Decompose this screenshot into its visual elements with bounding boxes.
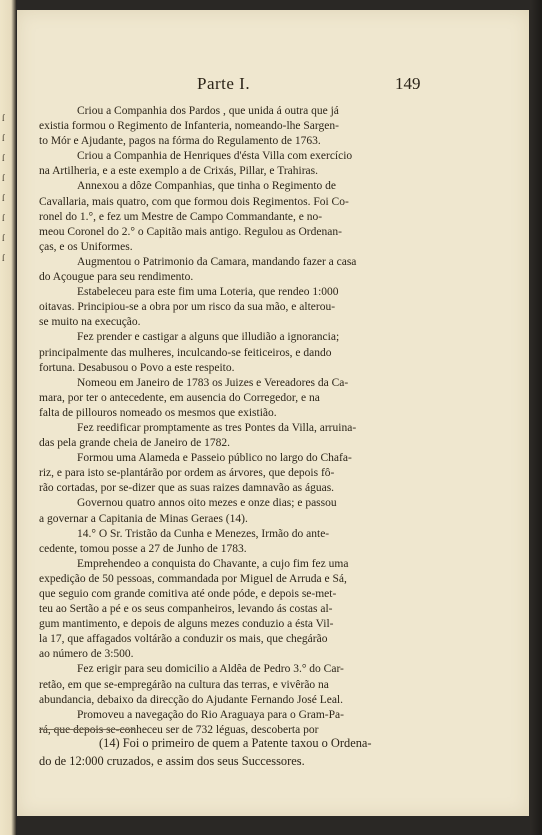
text-line: abundancia, debaixo da direcção do Ajudante Fernando José Leal. — [39, 693, 343, 706]
footnote-line: do de 12:000 cruzados, e assim dos seus Successores. — [39, 753, 305, 768]
text-line: mara, por ter o antecedente, em ausencia do Corregedor, e na — [39, 391, 320, 404]
text-line: Nomeou em Janeiro de 1783 os Juizes e Vereadores da Ca- — [77, 376, 349, 389]
text-line: oitavas. Principiou-se a obra por um risco da sua mão, e alterou- — [39, 301, 336, 314]
text-line: das pela grande cheia de Janeiro de 1782. — [39, 437, 230, 450]
margin-marks — [2, 108, 12, 268]
text-line: Fez prender e castigar a alguns que illudião a ignorancia; — [77, 331, 340, 344]
page-gutter-shadow — [530, 0, 542, 835]
text-line: rá, que depois se-conheceu ser de 732 léguas, descoberta por — [39, 723, 319, 736]
book-page — [17, 10, 529, 816]
running-header — [17, 74, 529, 98]
adjacent-page-edge — [0, 0, 16, 835]
text-line: principalmente das mulheres, inculcando-se feiticeiros, e dando — [39, 346, 332, 359]
text-line: riz, e para isto se-plantárão por ordem as árvores, que depois fô- — [39, 467, 335, 480]
page-number: 149 — [395, 74, 421, 93]
text-line: existia formou o Regimento de Infanteria, nomeando-lhe Sargen- — [39, 120, 339, 133]
text-line: na Artilheria, e a este exemplo a de Crixás, Pillar, e Trahiras. — [39, 165, 318, 178]
text-line: gum mantimento, e depois de alguns mezes conduzio a ésta Vil- — [39, 618, 334, 631]
text-line: retão, em que se-empregárão na cultura das terras, e vivêrão na — [39, 678, 329, 691]
margin-mark: ſ — [2, 193, 5, 203]
footnote-line: (14) Foi o primeiro de quem a Patente taxou o Ordena- — [99, 736, 372, 750]
margin-mark: ſ — [2, 153, 5, 163]
text-line: ronel do 1.°, e fez um Mestre de Campo Commandante, e no- — [39, 210, 323, 223]
text-line: se muito na execução. — [39, 316, 141, 329]
text-line: rão cortadas, por se-dizer que as suas raizes damnavão as águas. — [39, 482, 335, 495]
text-line: falta de pillouros nomeado os mesmos que existião. — [39, 406, 277, 419]
text-line: cedente, tomou posse a 27 de Junho de 1783. — [39, 542, 247, 555]
text-line: la 17, que affagados voltárão a conduzir os mais, que chegárão — [39, 633, 328, 646]
text-line: expedição de 50 pessoas, commandada por Miguel de Arruda e Sá, — [39, 572, 347, 585]
text-line: Criou a Companhia dos Pardos , que unida á outra que já — [77, 105, 339, 117]
margin-mark: ſ — [2, 213, 5, 223]
text-line: meou Coronel do 2.° o Capitão mais antigo. Regulou as Ordenan- — [39, 225, 342, 238]
text-line: Augmentou o Patrimonio da Camara, mandando fazer a casa — [77, 255, 357, 268]
text-line: ao número de 3:500. — [39, 648, 134, 661]
text-line: do Açougue para seu rendimento. — [39, 271, 194, 284]
text-line: teu ao Sertão a pé e os seus companheiros, levando ás costas al- — [39, 603, 333, 616]
text-line: Cavallaria, mais quatro, com que formou dois Regimentos. Foi Co- — [39, 195, 349, 208]
text-line: Criou a Companhia de Henriques d'ésta Villa com exercício — [77, 150, 353, 163]
text-line: 14.° O Sr. Tristão da Cunha e Menezes, Irmão do ante- — [77, 527, 330, 540]
text-line: ças, e os Uniformes. — [39, 240, 133, 253]
footnote-rule — [39, 729, 135, 730]
text-line: Fez reedificar promptamente as tres Pontes da Villa, arruina- — [77, 421, 357, 434]
text-line: Emprehendeo a conquista do Chavante, a cujo fim fez uma — [77, 557, 349, 570]
page-title: Parte I. — [197, 74, 251, 93]
margin-mark: ſ — [2, 173, 5, 183]
text-line: Estabeleceu para este fim uma Loteria, que rendeo 1:000 — [77, 286, 339, 299]
text-line: Fez erigir para seu domicilio a Aldêa de Pedro 3.° do Car- — [77, 663, 344, 676]
margin-mark: ſ — [2, 113, 5, 123]
margin-mark: ſ — [2, 233, 5, 243]
margin-mark: ſ — [2, 253, 5, 263]
text-line: Promoveu a navegação do Rio Araguaya para o Gram-Pa- — [77, 708, 344, 721]
text-line: a governar a Capitania de Minas Geraes (14). — [39, 512, 248, 525]
margin-mark: ſ — [2, 133, 5, 143]
text-line: que seguio com grande comitiva até onde póde, e depois se-met- — [39, 588, 337, 600]
text-line: fortuna. Desabusou o Povo a este respeito. — [39, 361, 235, 374]
text-line: Formou uma Alameda e Passeio público no largo do Chafa- — [77, 452, 352, 465]
body-text — [39, 104, 441, 738]
text-line: to Mór e Ajudante, pagos na fórma do Regulamento de 1763. — [39, 135, 321, 148]
text-line: Governou quatro annos oito mezes e onze dias; e passou — [77, 497, 337, 510]
text-line: Annexou a dôze Companhias, que tinha o Regimento de — [77, 180, 337, 193]
footnote — [39, 735, 441, 770]
